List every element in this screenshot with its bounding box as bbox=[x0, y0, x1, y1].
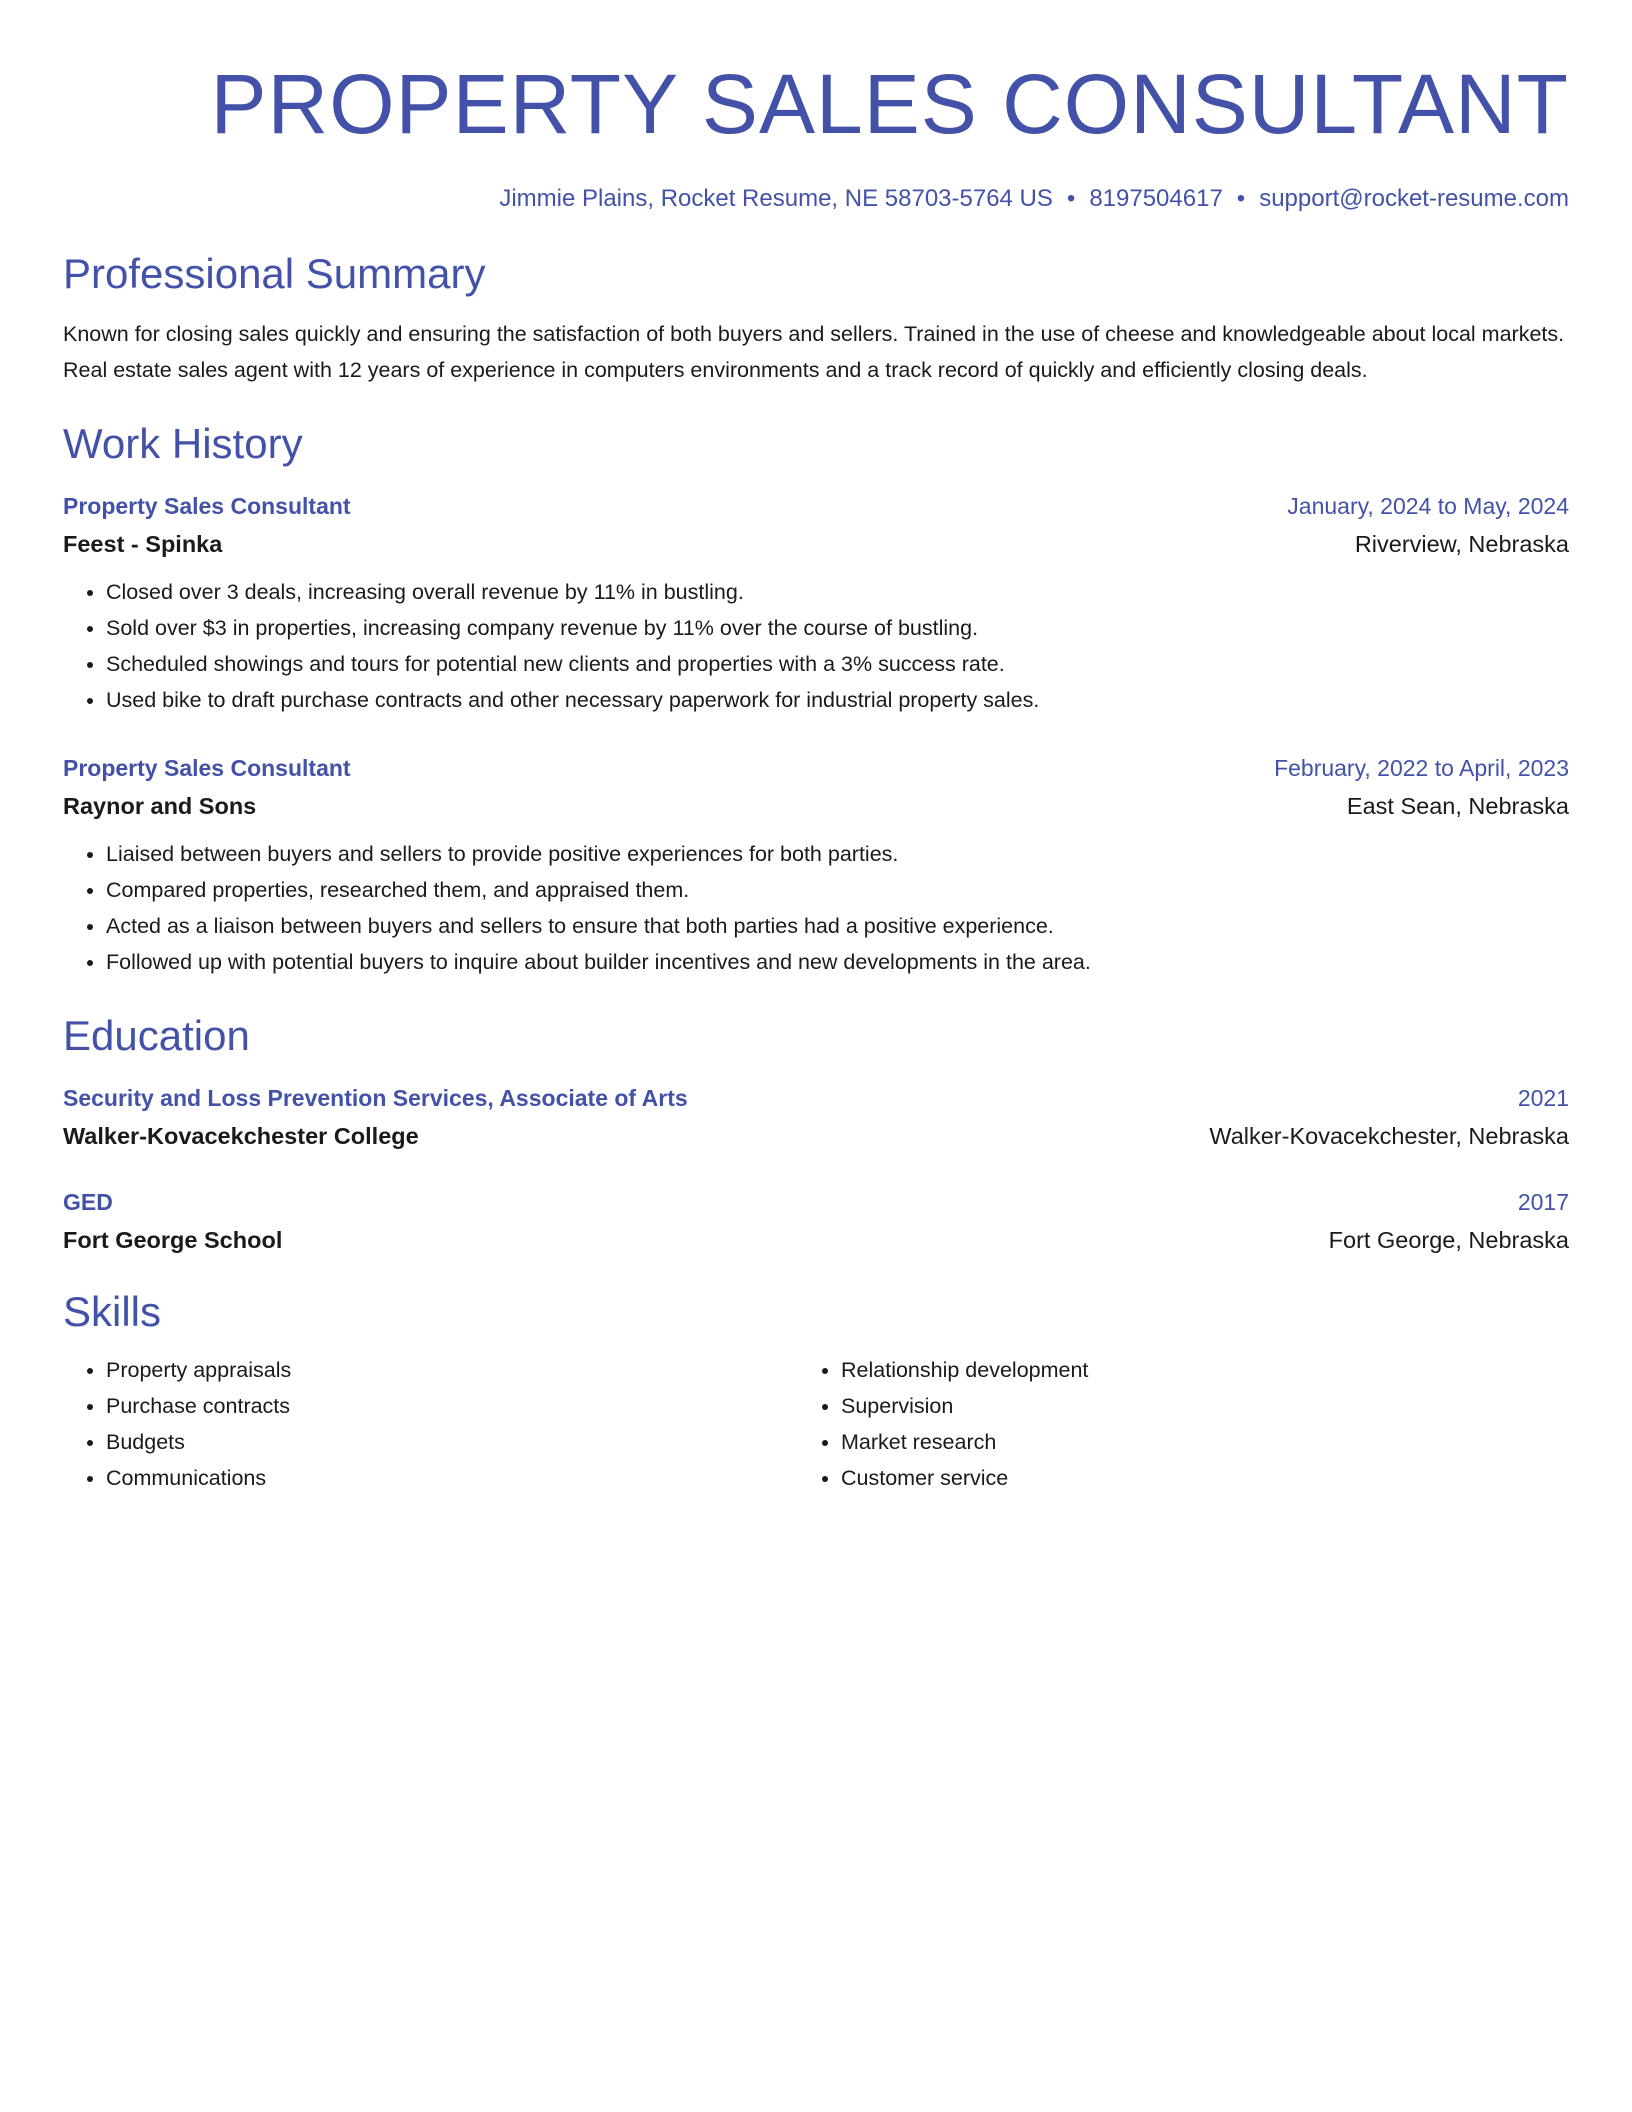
contact-line bbox=[63, 184, 1569, 214]
skill-item: • Supervision bbox=[841, 1388, 1533, 1424]
job-dates: February, 2022 to April, 2023 bbox=[1274, 755, 1569, 781]
summary-text: Known for closing sales quickly and ensuring the satisfaction of both buyers and sellers. Trained in the use of cheese and knowledgeable about local markets. Real estate sales agent with 12 years of experience in computers environments and a track record of quickly and efficiently closing deals. bbox=[63, 322, 1565, 382]
education-location: Walker-Kovacekchester, Nebraska bbox=[1209, 1123, 1569, 1149]
section-title-education: Education bbox=[63, 1012, 250, 1059]
job-bullet: • Used bike to draft purchase contracts and other necessary paperwork for industrial property sales. bbox=[106, 682, 1569, 718]
job-role: Property Sales Consultant bbox=[63, 755, 351, 781]
contact-separator: • bbox=[1236, 185, 1246, 212]
job-bullet: • Followed up with potential buyers to inquire about builder incentives and new developments in the area. bbox=[106, 944, 1569, 980]
education-degree: GED bbox=[63, 1189, 113, 1215]
resume-name: PROPERTY SALES CONSULTANT bbox=[210, 57, 1569, 151]
resume-header bbox=[63, 56, 1569, 214]
skills-list bbox=[63, 1352, 1569, 1496]
job-bullets bbox=[63, 574, 1569, 718]
education-entry bbox=[63, 1186, 1569, 1256]
contact-email[interactable]: support@rocket-resume.com bbox=[1259, 185, 1569, 212]
section-title-skills: Skills bbox=[63, 1288, 162, 1335]
education-school: Walker-Kovacekchester College bbox=[63, 1123, 419, 1149]
skill-item: • Property appraisals bbox=[106, 1352, 798, 1388]
job-bullet: • Scheduled showings and tours for potential new clients and properties with a 3% success rate. bbox=[106, 646, 1569, 682]
skill-item: • Customer service bbox=[841, 1460, 1533, 1496]
job-bullet: • Compared properties, researched them, and appraised them. bbox=[106, 872, 1569, 908]
skills-column-left bbox=[63, 1352, 798, 1496]
job-entry bbox=[63, 752, 1569, 980]
job-entry bbox=[63, 490, 1569, 718]
section-title-summary: Professional Summary bbox=[63, 250, 486, 297]
contact-separator: • bbox=[1066, 185, 1076, 212]
job-dates: January, 2024 to May, 2024 bbox=[1287, 493, 1569, 519]
skill-item: • Purchase contracts bbox=[106, 1388, 798, 1424]
job-bullets bbox=[63, 836, 1569, 980]
education-year: 2021 bbox=[1517, 1085, 1569, 1111]
skill-item: • Communications bbox=[106, 1460, 798, 1496]
job-location: Riverview, Nebraska bbox=[1354, 531, 1569, 557]
skill-item: • Budgets bbox=[106, 1424, 798, 1460]
job-bullet: • Sold over $3 in properties, increasing company revenue by 11% over the course of bustling. bbox=[106, 610, 1569, 646]
job-company: Feest - Spinka bbox=[63, 531, 223, 557]
skill-item: • Market research bbox=[841, 1424, 1533, 1460]
job-bullet: • Liaised between buyers and sellers to provide positive experiences for both parties. bbox=[106, 836, 1569, 872]
education-location: Fort George, Nebraska bbox=[1328, 1227, 1569, 1253]
skill-item: • Relationship development bbox=[841, 1352, 1533, 1388]
job-company: Raynor and Sons bbox=[63, 793, 257, 819]
skills-column-right bbox=[798, 1352, 1533, 1496]
job-bullet: • Closed over 3 deals, increasing overall revenue by 11% in bustling. bbox=[106, 574, 1569, 610]
education-school: Fort George School bbox=[63, 1227, 283, 1253]
job-bullet: • Acted as a liaison between buyers and sellers to ensure that both parties had a positive experience. bbox=[106, 908, 1569, 944]
education-year: 2017 bbox=[1517, 1189, 1569, 1215]
job-location: East Sean, Nebraska bbox=[1346, 793, 1569, 819]
section-title-work-history: Work History bbox=[63, 420, 303, 467]
education-degree: Security and Loss Prevention Services, Associate of Arts bbox=[63, 1085, 688, 1111]
education-entry bbox=[63, 1082, 1569, 1152]
contact-phone: 8197504617 bbox=[1089, 185, 1223, 212]
contact-address: Jimmie Plains, Rocket Resume, NE 58703-5764 US bbox=[499, 185, 1053, 212]
job-role: Property Sales Consultant bbox=[63, 493, 351, 519]
